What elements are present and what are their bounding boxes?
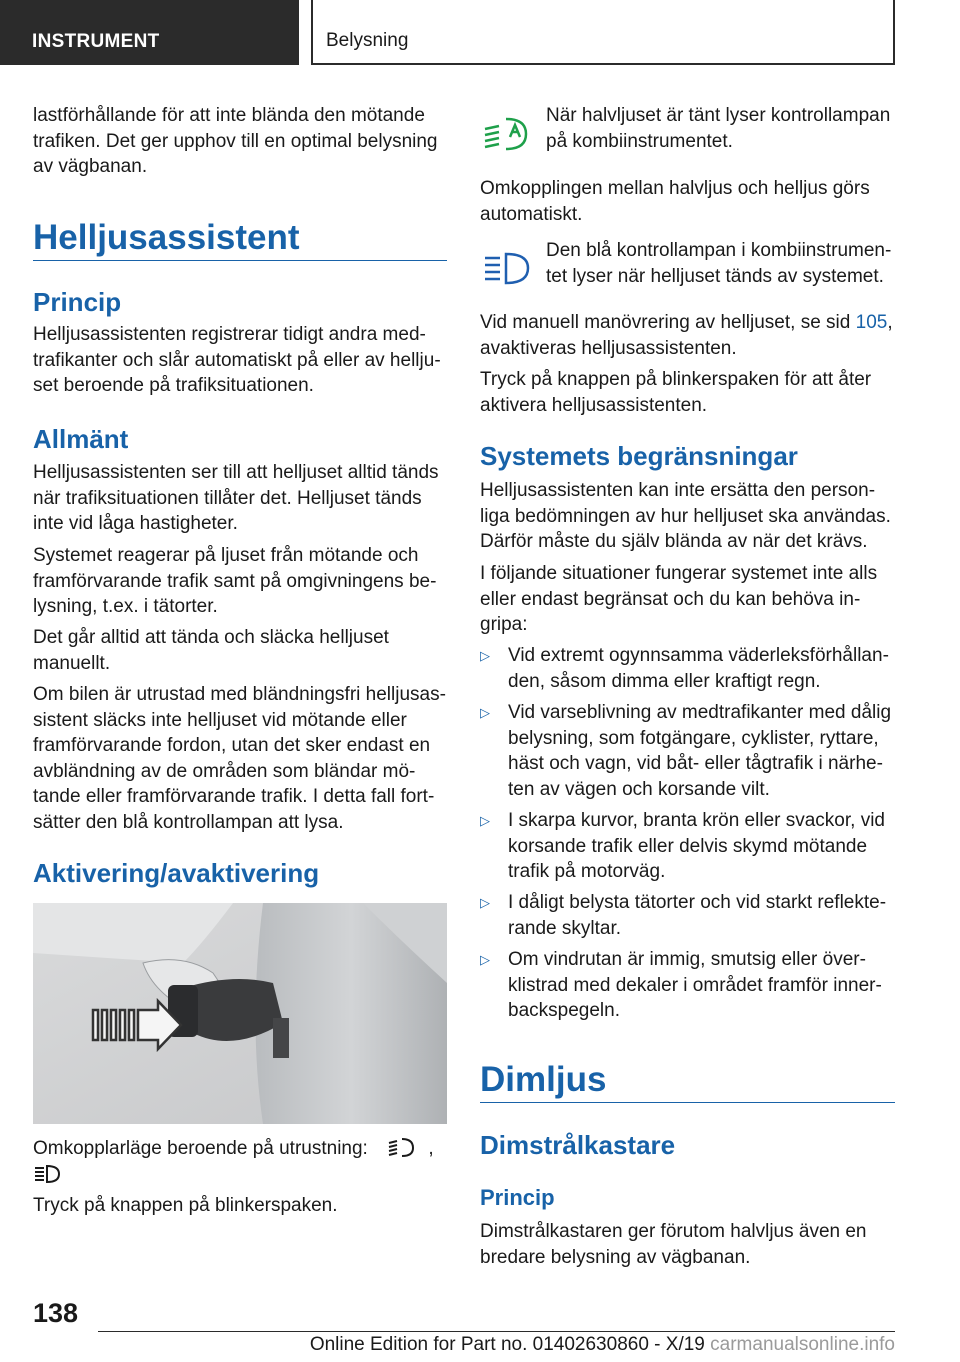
heading-princip: Princip [33,287,122,317]
bullet-triangle-icon: ▷ [480,648,490,663]
switch-caption [33,1135,447,1162]
intro-paragraph: lastförhållande för att inte blända den mötande trafiken. Det ger upphov till en optimal belysning av vägbanan. [33,105,438,177]
allmant-p1: Helljusassistenten ser till att helljuset alltid tänds när trafiksituationen tillåter det. Helljuset tänds inte vid låga hastigheter. [33,462,439,534]
list-item-text: Om vindrutan är immig, smutsig eller överklistrad med dekaler i området framför innerbackspegeln. [508,949,882,1021]
topic-title: Belysning [326,30,409,51]
bullet-triangle-icon: ▷ [480,895,490,910]
list-item-text: Vid extremt ogynnsamma väderleksförhållanden, såsom dimma eller kraftigt regn. [508,645,889,692]
list-item-text: Vid varseblivning av medtrafikanter med dålig belysning, som fotgängare, cyklister, ryttare, häst och vagn, vid båt- eller tågtrafik i närheten av vägen och korsande vilt. [508,702,892,800]
list-item-text: I skarpa kurvor, branta krön eller svackor, vid korsande trafik eller delvis skymd mötande trafik på motorväg. [508,810,885,882]
low-beam-auto-indicator-icon [482,115,532,153]
footer-rule [98,1331,895,1332]
right-p2-pre: Vid manuell manövrering av helljuset, se sid [480,312,856,333]
high-beam-indicator-icon [482,250,532,288]
allmant-p3: Det går alltid att tända och släcka helljuset manuellt. [33,627,389,674]
aktivering-p1: Tryck på knappen på blinkerspaken. [33,1195,338,1216]
high-beam-indicator-icon [33,1163,61,1185]
page-number: 138 [33,1298,79,1328]
heading-dimljus: Dimljus [480,1060,607,1099]
bullet-triangle-icon: ▷ [480,705,490,720]
heading-aktivering: Aktivering/avaktivering [33,858,320,888]
right-p3: Tryck på knappen på blinkerspaken för att åter aktivera helljusassistenten. [480,369,872,416]
heading-dimstralkastare: Dimstrålkastare [480,1130,676,1160]
list-item-text: I dåligt belysta tätorter och vid starkt reflekterande skyltar. [508,892,887,939]
page-link-105[interactable]: 105 [855,312,888,333]
footer-edition [300,1334,895,1356]
lamp2-text: Den blå kontrollampan i kombiinstrumentet lyser när helljuset tänds av systemet. [546,240,892,287]
princip-text: Helljusassistenten registrerar tidigt andra medtrafikanter och slår automatiskt på eller av helljuset beroende på trafiksituationen. [33,324,441,396]
right-p2 [480,310,895,361]
heading-princip-dim: Princip [480,1185,555,1210]
heading-helljusassistent: Helljusassistent [33,218,300,257]
bullet-triangle-icon: ▷ [480,813,490,828]
begr-p2: I följande situationer fungerar systemet inte alls eller endast begränsat och du kan behöva ingripa: [480,563,878,635]
lamp1-text: När halvljuset är tänt lyser kontrollampan på kombiinstrumentet. [546,105,891,152]
heading-rule [33,260,447,261]
dim-princip-text: Dimstrålkastaren ger förutom halvljus även en bredare belysning av vägbanan. [480,1221,867,1268]
right-p1: Omkopplingen mellan halvljus och helljus görs automatiskt. [480,178,870,225]
edition-text: Online Edition for Part no. 01402630860 - X/19 [309,1334,705,1355]
section-title: INSTRUMENT [32,31,160,52]
heading-systemets-begransningar: Systemets begränsningar [480,441,798,471]
lever-illustration [33,903,447,1124]
topic-tab [311,0,895,65]
heading-allmant: Allmänt [33,424,129,454]
bullet-triangle-icon: ▷ [480,952,490,967]
switch-caption-sep: , [428,1138,434,1159]
right-p2-post: , avaktiveras helljusassistenten. [480,312,893,359]
section-tab [0,0,299,65]
allmant-p2: Systemet reagerar på ljuset från mötande och framförvarande trafik samt på omgivningens belysning, t.ex. i tätorter. [33,545,437,617]
begr-p1: Helljusassistenten kan inte ersätta den personliga bedömningen av hur helljuset ska användas. Därför måste du själv blända av när det krävs. [480,480,891,552]
allmant-p4: Om bilen är utrustad med bländningsfri helljusassistent släcks inte helljuset vid mötande eller framförvarande fordon, utan det sker endast en avbländning av de områden som bländar mötande eller framförvarande trafik. I detta fall fortsätter den blå kontrollampan att lysa. [33,684,446,833]
watermark-text: carmanualsonline.info [710,1334,895,1355]
low-beam-auto-indicator-icon [387,1135,417,1159]
switch-caption-text: Omkopplarläge beroende på utrustning: [33,1138,368,1159]
heading-rule [480,1102,895,1103]
turn-signal-lever-photo [33,903,447,1124]
